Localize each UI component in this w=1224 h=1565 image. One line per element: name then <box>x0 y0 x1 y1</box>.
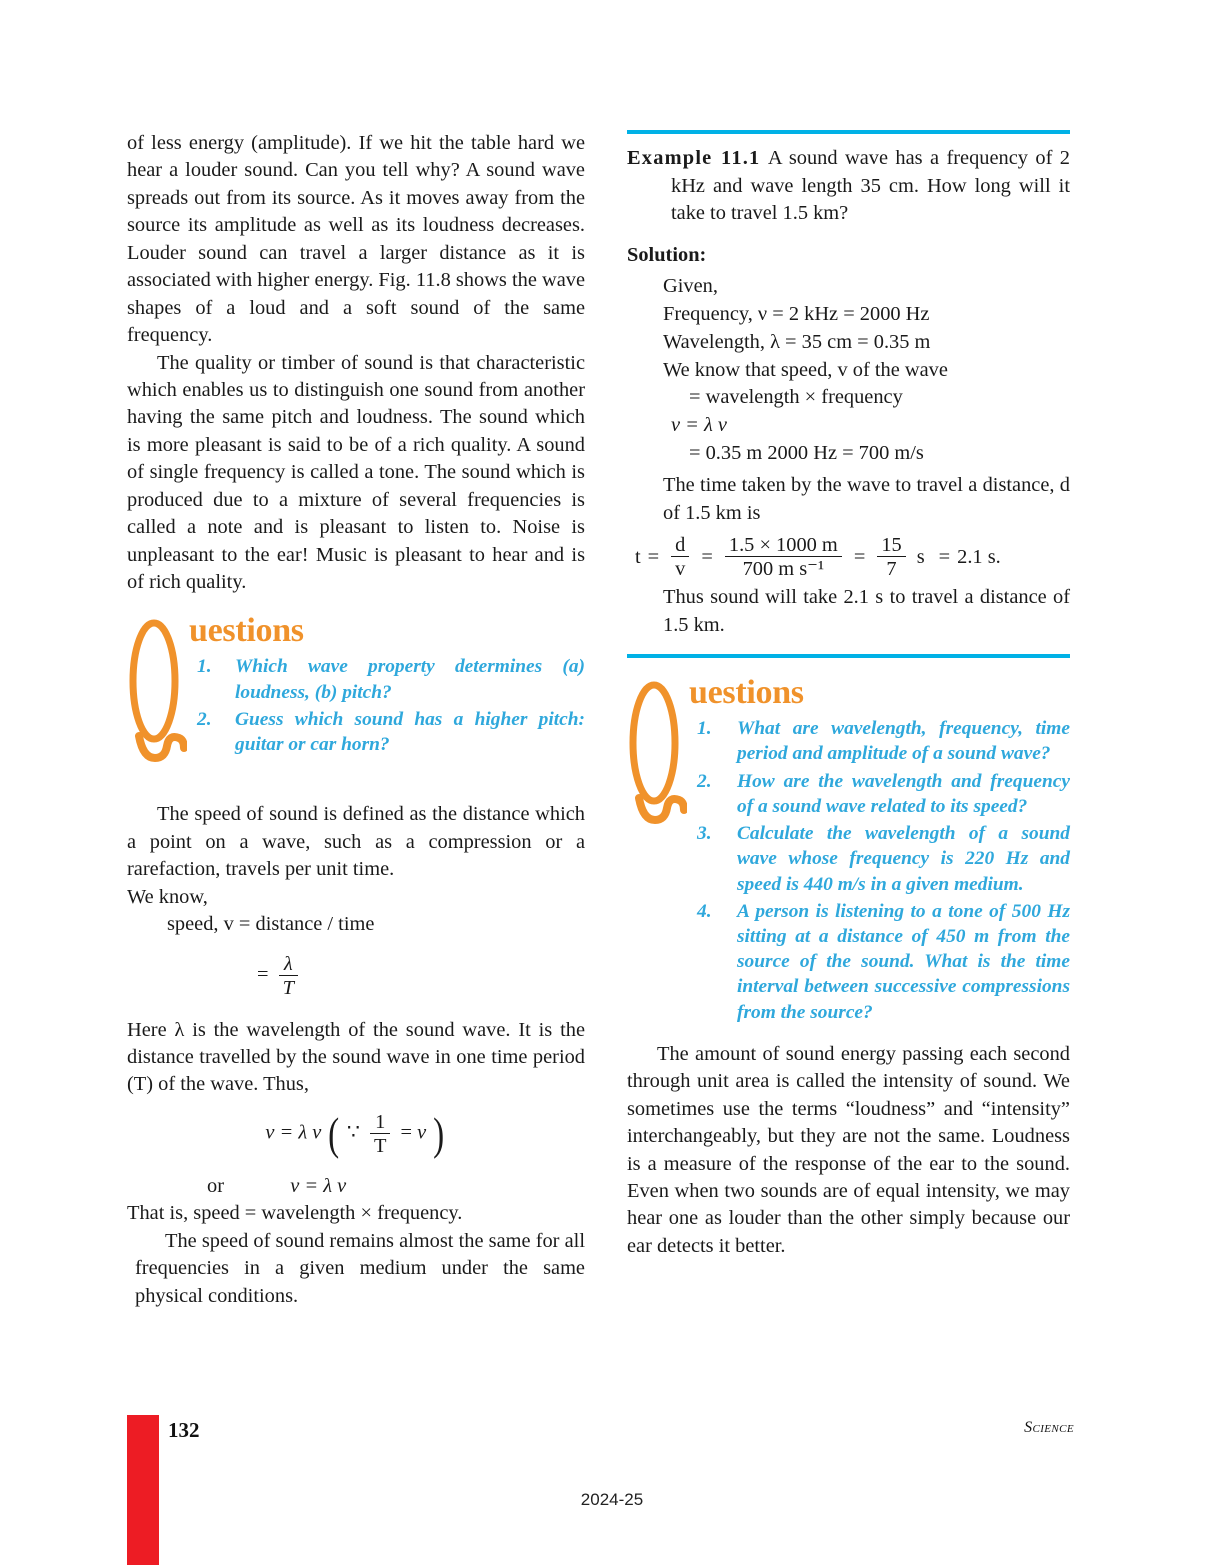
questions-list-right <box>689 716 1070 1025</box>
page-number: 132 <box>168 1418 200 1442</box>
fraction-denominator: 7 <box>877 556 905 580</box>
paragraph-quality-timber: The quality or timber of sound is that characteristic which enables us to distinguish one sound from another having the same pitch and loudness. The sound which is more pleasant is said to be of a rich quality. A sound of single frequency is called a tone. The sound which is produced due to a mixture of several frequencies is called a note and is pleasant to listen to. Noise is unpleasant to the ear! Music is pleasant to hear and is of rich quality. <box>127 351 585 593</box>
paragraph-we-know: We know, <box>127 885 208 908</box>
questions-heading-right: uestions <box>689 674 804 712</box>
fraction-denominator: T <box>279 975 298 999</box>
paragraph-speed-definition: The speed of sound is defined as the distance which a point on a wave, such as a compression or a rarefaction, travels per unit time. <box>127 803 585 881</box>
equation-text: speed, v = distance / time <box>167 913 375 936</box>
questions-box-right <box>627 676 1070 1025</box>
right-paren-icon: ) <box>433 1108 445 1160</box>
paragraph-that-is-speed: That is, speed = wavelength × frequency. <box>127 1202 463 1225</box>
decorative-q-icon <box>127 618 187 778</box>
or-label: or <box>207 1174 224 1197</box>
equals-sign: = <box>647 545 660 568</box>
fraction-denominator: 700 m s⁻¹ <box>725 556 842 580</box>
solution-line: Frequency, ν = 2 kHz = 2000 Hz <box>663 302 930 325</box>
equation-or-value: v = λ ν <box>290 1174 347 1197</box>
solution-line: = wavelength × frequency <box>689 386 903 409</box>
example-heading <box>627 145 1070 228</box>
fraction-numerator: 1.5 × 1000 m <box>728 534 838 557</box>
equation-lambda-over-T <box>127 953 585 999</box>
equation-rhs: ν <box>417 1121 427 1144</box>
solution-line: v = λ ν <box>671 414 727 437</box>
fraction-denominator: v <box>671 556 689 580</box>
edition-watermark: 2024-25 <box>580 1490 644 1509</box>
question-item: Calculate the wavelength of a sound wave whose frequency is 220 Hz and speed is 440 m/s in a given medium. <box>737 823 1070 895</box>
example-conclusion: Thus sound will take 2.1 s to travel a distance of 1.5 km. <box>663 586 1070 637</box>
example-bottom-rule <box>627 654 1070 658</box>
solution-body <box>627 273 1070 641</box>
question-item: What are wavelength, frequency, time period and amplitude of a sound wave? <box>737 718 1070 765</box>
example-label: Example 11.1 <box>627 147 761 169</box>
because-symbol: ∵ <box>346 1121 360 1144</box>
fraction-d-over-v <box>671 534 689 580</box>
solution-label: Solution: <box>627 243 707 266</box>
solution-line: Wavelength, λ = 35 cm = 0.35 m <box>663 330 931 353</box>
fraction-one-over-T <box>370 1111 390 1157</box>
solution-line: = 0.35 m 2000 Hz = 700 m/s <box>689 442 924 465</box>
left-column <box>127 130 585 1310</box>
unit-seconds: s <box>916 545 925 568</box>
time-intro-text: The time taken by the wave to travel a distance, d of 1.5 km is <box>663 474 1070 525</box>
footer-subject-label: Science <box>1024 1419 1074 1436</box>
equals-sign: = <box>257 963 269 986</box>
fraction-lambda-T <box>279 953 298 999</box>
paragraph-intensity: The amount of sound energy passing each second through unit area is called the intensity of sound. We sometimes use the terms “loudness” and “intensity” interchangeably, but they are not the same. Loudness is a measure of the response of the ear to the sound. Even when two sounds are of equal intensity, we may hear one as louder than the other simply because our ear detects it better. <box>627 1042 1070 1257</box>
fraction-15-over-7 <box>877 534 905 580</box>
equals-sign: = <box>701 545 713 568</box>
equals-sign: = <box>853 545 866 568</box>
time-equation <box>635 534 1070 580</box>
question-item: Guess which sound has a higher pitch: guitar or car horn? <box>235 708 585 756</box>
question-item: A person is listening to a tone of 500 Hz sitting at a distance of 450 m from the source of the sound. What is the time interval between successive compressions from the source? <box>737 900 1070 1023</box>
equation-or-line <box>127 1173 585 1200</box>
equals-sign: = <box>400 1121 413 1144</box>
questions-box-left <box>127 614 585 757</box>
fraction-denominator: T <box>370 1133 390 1157</box>
questions-heading-left: uestions <box>189 612 304 650</box>
fraction-numerator: λ <box>283 952 293 975</box>
question-item: How are the wavelength and frequency of a sound wave related to its speed? <box>737 770 1070 817</box>
equation-v-lambda-nu <box>127 1108 585 1160</box>
right-column <box>627 130 1070 1260</box>
solution-line: Given, <box>663 274 718 297</box>
time-result: 2.1 s. <box>957 545 1001 568</box>
paragraph-here-lambda: Here λ is the wavelength of the sound wave. It is the distance travelled by the sound wave in one time period (T) of the wave. Thus, <box>127 1018 585 1096</box>
equals-sign: = <box>938 545 951 568</box>
example-box <box>627 134 1070 640</box>
paragraph-less-energy: of less energy (amplitude). If we hit the table hard we hear a louder sound. Can you tell why? A sound wave spreads out from its source. As it moves away from the source its amplitude as well as its loudness decreases. Louder sound can travel a larger distance as it is associated with higher energy. Fig. 11.8 shows the wave shapes of a loud and a soft sound of the same frequency. <box>127 132 585 347</box>
example-question-text: A sound wave has a frequency of 2 kHz and wave length 35 cm. How long will it take to travel 1.5 km? <box>671 147 1070 225</box>
paragraph-speed-remains: The speed of sound remains almost the same for all frequencies in a given medium under the same physical conditions. <box>135 1229 585 1307</box>
fraction-numerator: 15 <box>881 534 902 557</box>
solution-line: We know that speed, v of the wave <box>663 358 948 381</box>
fraction-distance-over-speed <box>725 534 842 580</box>
equation-speed-distance-time <box>127 911 585 938</box>
left-paren-icon: ( <box>328 1108 340 1160</box>
t-symbol: t <box>635 545 641 568</box>
equation-lhs: v = λ ν <box>265 1121 322 1144</box>
question-item: Which wave property determines (a) loudness, (b) pitch? <box>235 656 585 703</box>
decorative-q-icon <box>627 680 687 840</box>
fraction-numerator: d <box>675 534 686 557</box>
questions-list-left <box>189 654 585 757</box>
fraction-numerator: 1 <box>375 1110 386 1133</box>
